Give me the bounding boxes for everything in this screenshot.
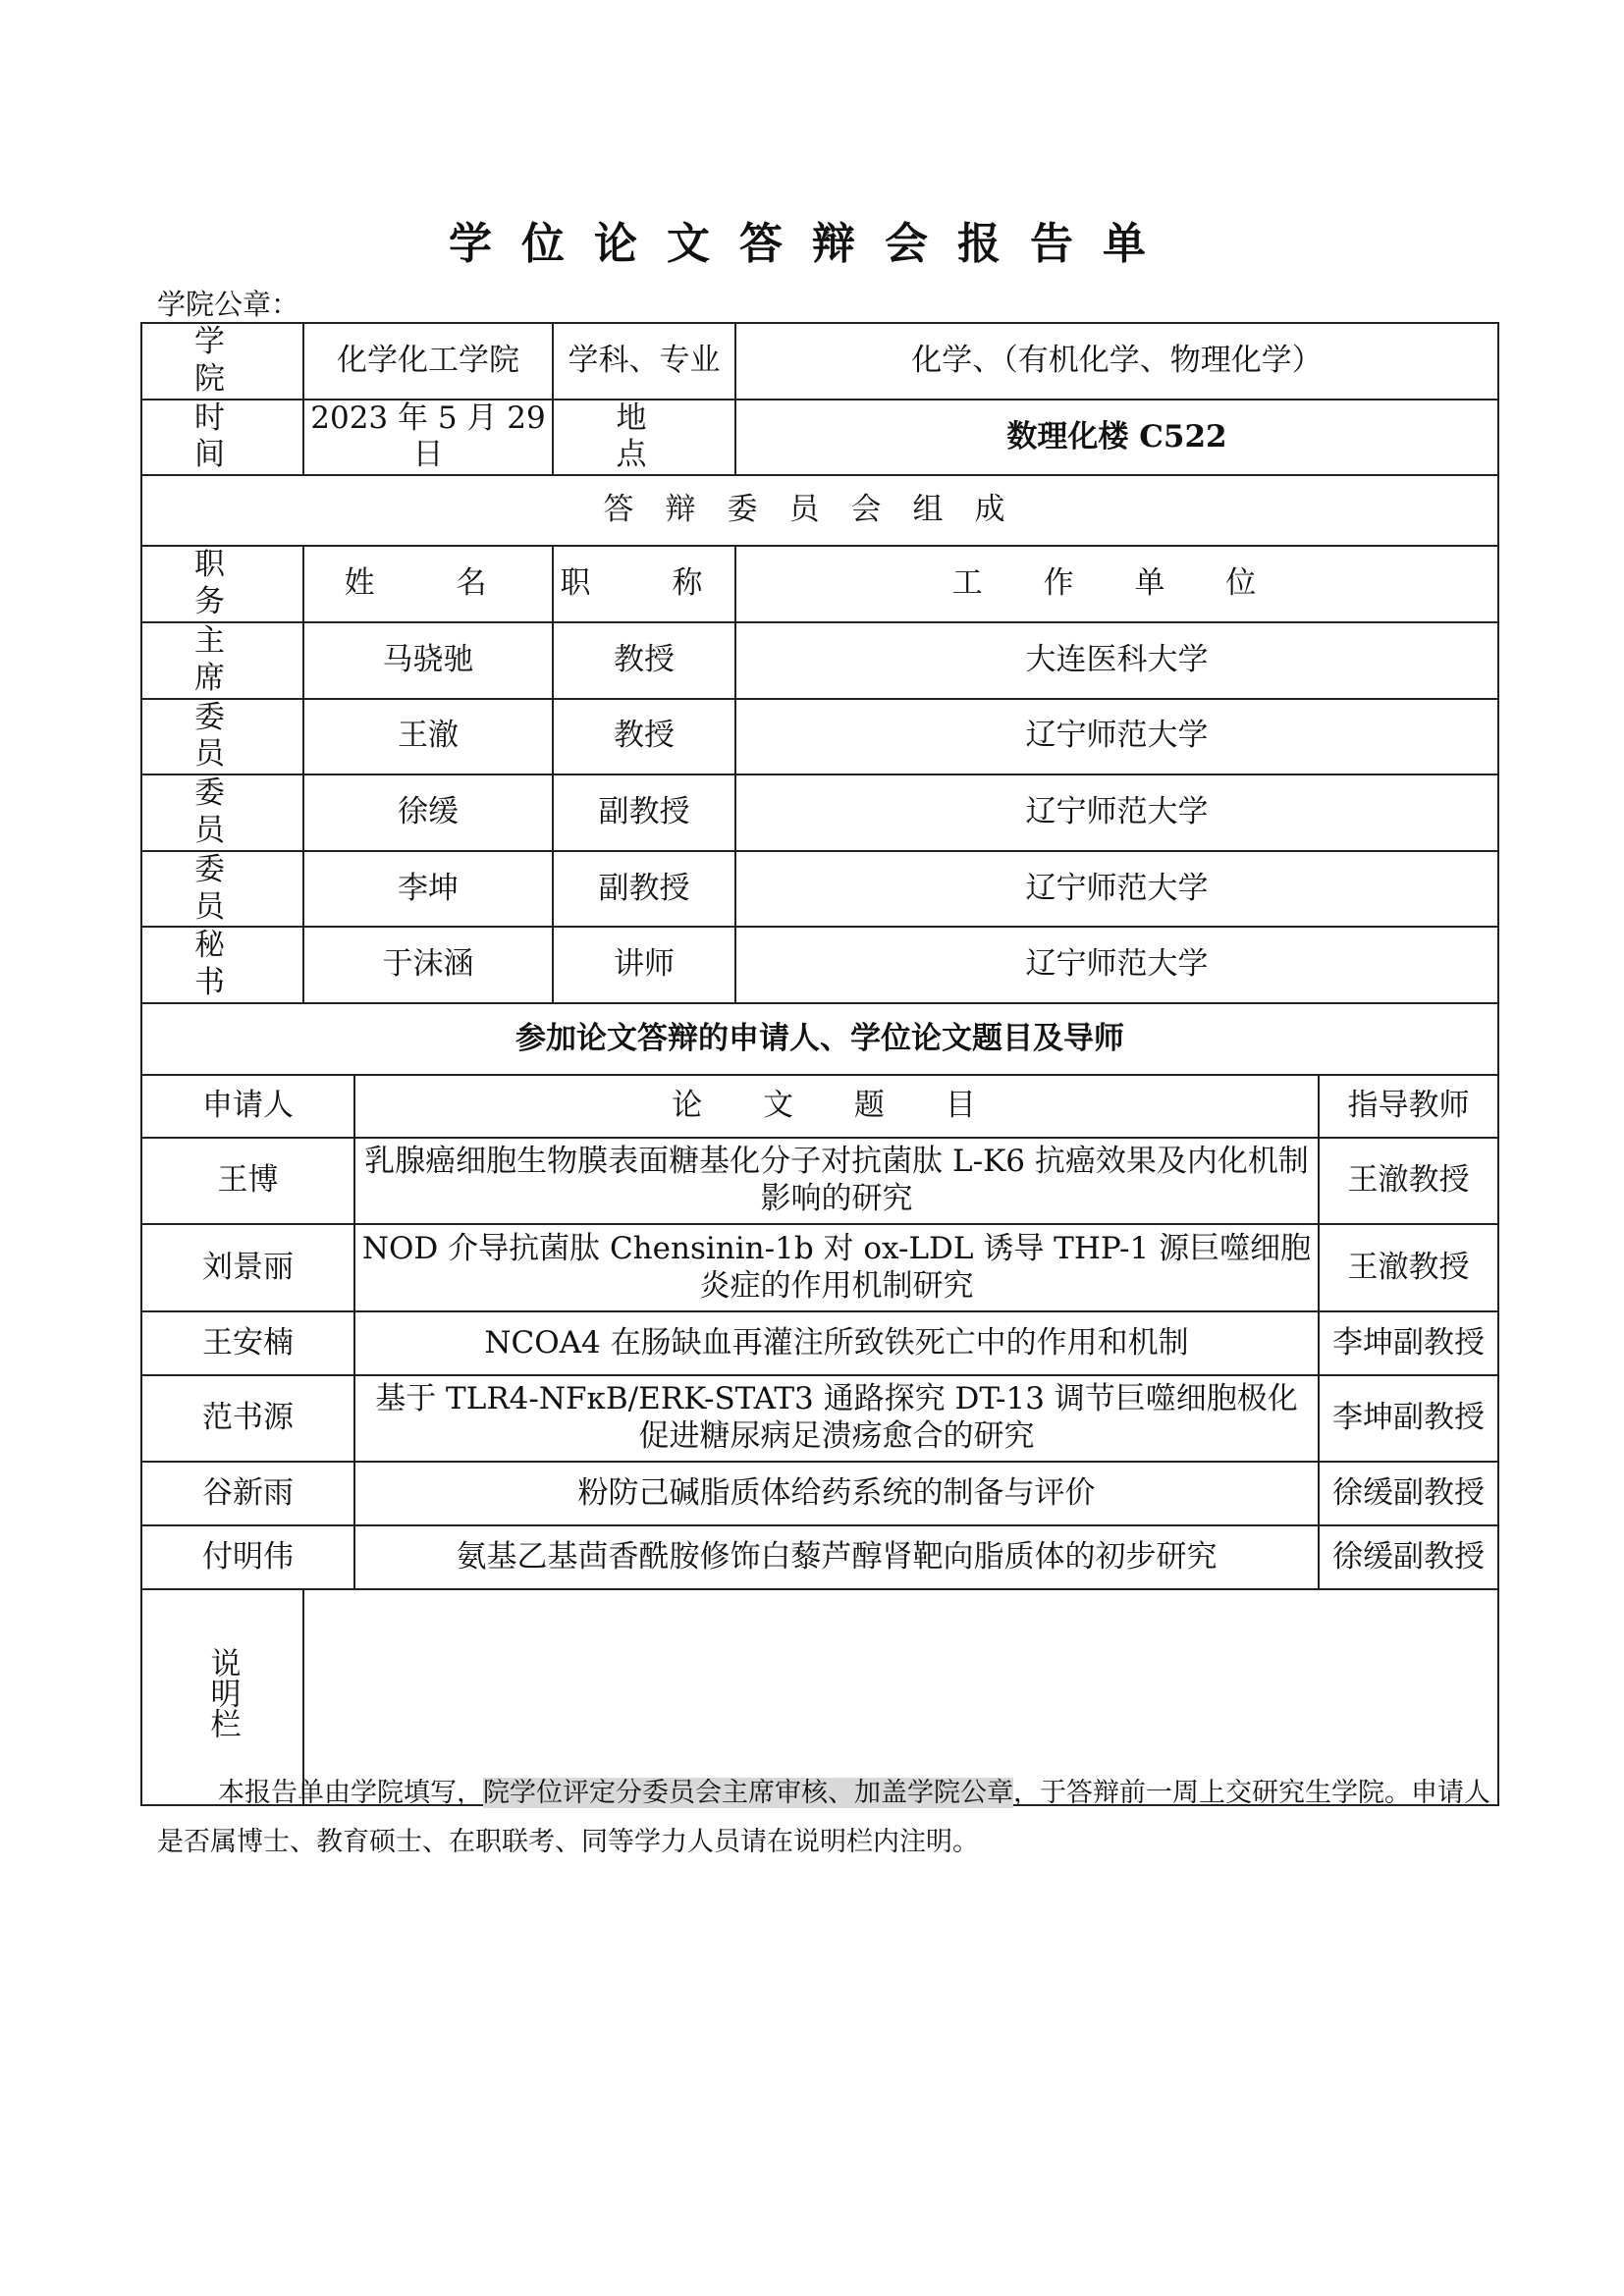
committee-title: 教授 bbox=[553, 699, 735, 775]
footer-note bbox=[157, 1769, 1502, 1867]
committee-row bbox=[141, 699, 1498, 775]
applicant-row bbox=[141, 1525, 1498, 1589]
advisor-name: 徐缓副教授 bbox=[1319, 1462, 1498, 1525]
advisor-name: 徐缓副教授 bbox=[1319, 1525, 1498, 1589]
applicant-row bbox=[141, 1311, 1498, 1375]
applicant-row bbox=[141, 1138, 1498, 1224]
page-title: 学位论文答辩会报告单 bbox=[449, 219, 1175, 269]
committee-role: 委 员 bbox=[141, 774, 303, 851]
thesis-title: 氨基乙基茴香酰胺修饰白藜芦醇肾靶向脂质体的初步研究 bbox=[354, 1525, 1319, 1589]
applicant-name: 王博 bbox=[141, 1138, 354, 1224]
major-label: 学科、专业 bbox=[553, 323, 735, 400]
applicant-row bbox=[141, 1224, 1498, 1311]
committee-title: 讲师 bbox=[553, 927, 735, 1003]
committee-unit: 辽宁师范大学 bbox=[735, 699, 1498, 775]
committee-header-role: 职 务 bbox=[141, 546, 303, 622]
applicant-name: 范书源 bbox=[141, 1375, 354, 1462]
thesis-title: 基于 TLR4-NFκB/ERK-STAT3 通路探究 DT-13 调节巨噬细胞极化促进糖尿病足溃疡愈合的研究 bbox=[354, 1375, 1319, 1462]
advisor-name: 王澈教授 bbox=[1319, 1224, 1498, 1311]
advisor-name: 王澈教授 bbox=[1319, 1138, 1498, 1224]
committee-row bbox=[141, 927, 1498, 1003]
committee-header-title: 职 称 bbox=[553, 546, 735, 622]
place-label: 地 点 bbox=[553, 400, 735, 476]
applicant-name: 谷新雨 bbox=[141, 1462, 354, 1525]
applicant-name: 王安楠 bbox=[141, 1311, 354, 1375]
committee-unit: 大连医科大学 bbox=[735, 622, 1498, 699]
committee-role: 秘 书 bbox=[141, 927, 303, 1003]
thesis-title: NCOA4 在肠缺血再灌注所致铁死亡中的作用和机制 bbox=[354, 1311, 1319, 1375]
committee-title: 副教授 bbox=[553, 774, 735, 851]
time-label: 时 间 bbox=[141, 400, 303, 476]
applicants-header-advisor: 指导教师 bbox=[1319, 1075, 1498, 1138]
committee-heading: 答辩委员会组成 bbox=[141, 475, 1498, 546]
footer-highlight: 院学位评定分委员会主席审核、加盖学院公章 bbox=[483, 1778, 1013, 1808]
committee-role: 主 席 bbox=[141, 622, 303, 699]
applicants-header-thesis: 论 文 题 目 bbox=[354, 1075, 1319, 1138]
committee-row bbox=[141, 851, 1498, 928]
applicants-header-applicant: 申请人 bbox=[141, 1075, 354, 1138]
footer-text-1: 本报告单由学院填写， bbox=[218, 1778, 483, 1808]
advisor-name: 李坤副教授 bbox=[1319, 1375, 1498, 1462]
committee-unit: 辽宁师范大学 bbox=[735, 774, 1498, 851]
committee-role: 委 员 bbox=[141, 851, 303, 928]
notes-label: 说明栏 bbox=[204, 1646, 241, 1738]
committee-name: 于沫涵 bbox=[303, 927, 553, 1003]
college-label: 学 院 bbox=[141, 323, 303, 400]
thesis-title: 粉防己碱脂质体给药系统的制备与评价 bbox=[354, 1462, 1319, 1525]
committee-name: 马骁驰 bbox=[303, 622, 553, 699]
committee-unit: 辽宁师范大学 bbox=[735, 927, 1498, 1003]
applicant-row bbox=[141, 1375, 1498, 1462]
time-value: 2023 年 5 月 29 日 bbox=[303, 400, 553, 476]
committee-header-unit: 工 作 单 位 bbox=[735, 546, 1498, 622]
committee-header-name: 姓 名 bbox=[303, 546, 553, 622]
committee-row bbox=[141, 774, 1498, 851]
committee-name: 徐缓 bbox=[303, 774, 553, 851]
report-form bbox=[140, 322, 1497, 1806]
applicant-name: 付明伟 bbox=[141, 1525, 354, 1589]
college-seal-label: 学院公章： bbox=[157, 288, 300, 321]
thesis-title: NOD 介导抗菌肽 Chensinin-1b 对 ox-LDL 诱导 THP-1 源巨噬细胞炎症的作用机制研究 bbox=[354, 1224, 1319, 1311]
thesis-title: 乳腺癌细胞生物膜表面糖基化分子对抗菌肽 L-K6 抗癌效果及内化机制影响的研究 bbox=[354, 1138, 1319, 1224]
committee-row bbox=[141, 622, 1498, 699]
committee-name: 王澈 bbox=[303, 699, 553, 775]
applicant-row bbox=[141, 1462, 1498, 1525]
committee-title: 副教授 bbox=[553, 851, 735, 928]
committee-unit: 辽宁师范大学 bbox=[735, 851, 1498, 928]
place-value: 数理化楼 C522 bbox=[735, 400, 1498, 476]
committee-name: 李坤 bbox=[303, 851, 553, 928]
footer-text-2: ，于答辩前一周上交研究生学院。申请人是否属博士、教育硕士、在职联考、同等学力人员请在说明栏内注明。 bbox=[157, 1778, 1490, 1857]
committee-role: 委 员 bbox=[141, 699, 303, 775]
committee-title: 教授 bbox=[553, 622, 735, 699]
applicants-heading: 参加论文答辩的申请人、学位论文题目及导师 bbox=[141, 1003, 1498, 1075]
college-value: 化学化工学院 bbox=[303, 323, 553, 400]
report-table bbox=[140, 322, 1499, 1806]
advisor-name: 李坤副教授 bbox=[1319, 1311, 1498, 1375]
major-value: 化学、（有机化学、物理化学） bbox=[735, 323, 1498, 400]
applicant-name: 刘景丽 bbox=[141, 1224, 354, 1311]
